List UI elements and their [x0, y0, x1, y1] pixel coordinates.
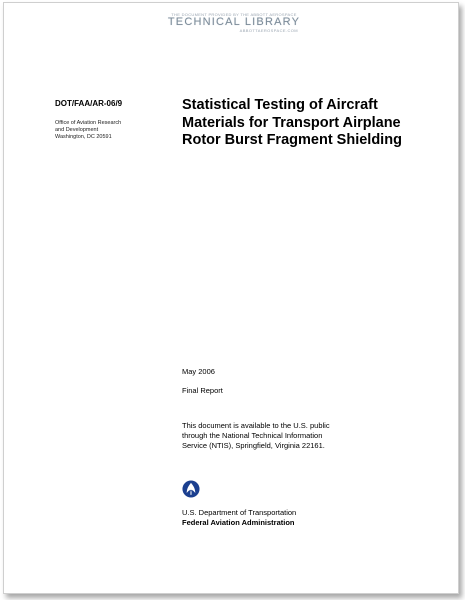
- office-line: Office of Aviation Research: [55, 120, 122, 126]
- office-address: [55, 120, 121, 141]
- availability-line: through the National Technical Information: [182, 431, 323, 440]
- department-name: U.S. Department of Transportation: [182, 508, 297, 517]
- administration-name: Federal Aviation Administration: [182, 518, 295, 527]
- watermark-main-text: TECHNICAL LIBRARY: [167, 16, 301, 28]
- technical-library-watermark: [164, 12, 304, 36]
- watermark-top-line: THE DOCUMENT PROVIDED BY THE ABBOTT AEROSPACE: [171, 12, 297, 17]
- watermark-url: ABBOTTAEROSPACE.COM: [239, 28, 298, 33]
- title-line: Statistical Testing of Aircraft: [182, 97, 378, 113]
- report-number: DOT/FAA/AR-06/9: [55, 99, 123, 108]
- office-line: Washington, DC 20591: [55, 134, 112, 140]
- office-line: and Development: [55, 127, 99, 133]
- availability-line: Service (NTIS), Springfield, Virginia 22161.: [182, 441, 325, 450]
- report-type: Final Report: [182, 386, 223, 395]
- availability-statement: [182, 421, 382, 451]
- publication-date: May 2006: [182, 367, 215, 376]
- availability-line: This document is available to the U.S. public: [182, 421, 330, 430]
- report-title: [182, 97, 442, 150]
- title-line: Rotor Burst Fragment Shielding: [182, 132, 402, 148]
- document-page: [3, 2, 459, 594]
- title-line: Materials for Transport Airplane: [182, 114, 401, 131]
- dot-logo-icon: [182, 480, 200, 498]
- agency-block: [182, 508, 296, 528]
